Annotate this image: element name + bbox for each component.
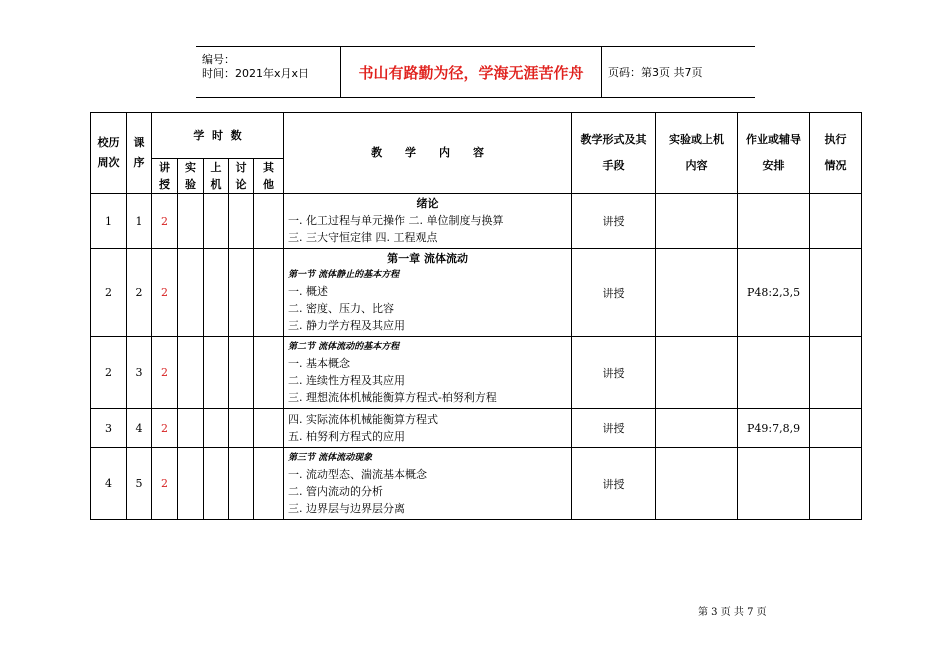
cell-lecture-hours: 2 — [152, 409, 178, 448]
cell-form: 讲授 — [572, 194, 656, 249]
content-line: 四. 实际流体机械能衡算方程式 — [288, 413, 439, 426]
subheader-lecture: 讲授 — [152, 159, 178, 194]
cell-lecture-hours: 2 — [152, 337, 178, 409]
cell-content — [284, 448, 572, 520]
cell-lecture-hours: 2 — [152, 249, 178, 337]
content-section: 第二节 流体流动的基本方程 — [288, 342, 400, 352]
cell-form: 讲授 — [572, 249, 656, 337]
subheader-computer: 上机 — [204, 159, 229, 194]
cell-lesson: 4 — [127, 409, 152, 448]
cell-week: 1 — [91, 194, 127, 249]
content-line: 三. 理想流体机械能衡算方程式-柏努利方程 — [288, 391, 497, 404]
cell-week: 3 — [91, 409, 127, 448]
cell-lecture-hours: 2 — [152, 194, 178, 249]
header-meta — [196, 47, 341, 97]
cell-week: 2 — [91, 337, 127, 409]
content-line: 一. 流动型态、湍流基本概念 — [288, 468, 428, 481]
cell-homework — [738, 448, 810, 520]
cell-content — [284, 337, 572, 409]
table-row — [91, 194, 862, 249]
cell-homework: P49:7,8,9 — [738, 409, 810, 448]
subheader-experiment: 实验 — [178, 159, 204, 194]
cell-content — [284, 194, 572, 249]
cell-lesson: 1 — [127, 194, 152, 249]
page-indicator: 页码：第3页 共7页 — [608, 66, 703, 79]
content-section: 第一节 流体静止的基本方程 — [288, 270, 400, 280]
cell-form: 讲授 — [572, 337, 656, 409]
content-line: 二. 密度、压力、比容 — [288, 302, 395, 315]
time-label: 时间：2021年x月x日 — [202, 67, 310, 80]
cell-homework — [738, 194, 810, 249]
content-line: 二. 管内流动的分析 — [288, 485, 384, 498]
header-lesson: 课序 — [127, 113, 152, 194]
cell-lesson: 5 — [127, 448, 152, 520]
cell-homework — [738, 337, 810, 409]
content-line: 一. 概述 — [288, 285, 329, 298]
header-week: 校历周次 — [91, 113, 127, 194]
number-label: 编号： — [202, 53, 235, 66]
subheader-discussion: 讨论 — [229, 159, 254, 194]
table-row — [91, 249, 862, 337]
teaching-schedule-table — [90, 112, 862, 520]
content-title: 绪论 — [416, 197, 439, 210]
page-header — [196, 46, 755, 98]
cell-week: 4 — [91, 448, 127, 520]
content-line: 三. 边界层与边界层分离 — [288, 502, 406, 515]
content-section: 第三节 流体流动现象 — [288, 453, 373, 463]
header-execution: 执行情况 — [810, 113, 862, 194]
table-row — [91, 448, 862, 520]
cell-form: 讲授 — [572, 448, 656, 520]
header-homework: 作业或辅导安排 — [738, 113, 810, 194]
cell-content — [284, 249, 572, 337]
cell-lecture-hours: 2 — [152, 448, 178, 520]
content-line: 三. 静力学方程及其应用 — [288, 319, 406, 332]
cell-lesson: 3 — [127, 337, 152, 409]
content-line: 五. 柏努利方程式的应用 — [288, 430, 406, 443]
subheader-other: 其他 — [254, 159, 284, 194]
content-line: 一. 基本概念 — [288, 357, 351, 370]
table-row — [91, 337, 862, 409]
header-lab: 实验或上机内容 — [656, 113, 738, 194]
cell-content — [284, 409, 572, 448]
content-title: 第一章 流体流动 — [387, 252, 468, 265]
page-footer: 第 3 页 共 7 页 — [698, 607, 767, 618]
content-line: 三. 三大守恒定律 四. 工程观点 — [288, 231, 438, 244]
header-hours: 学 时 数 — [152, 113, 284, 159]
header-form: 教学形式及其手段 — [572, 113, 656, 194]
cell-week: 2 — [91, 249, 127, 337]
content-line: 一. 化工过程与单元操作 二. 单位制度与换算 — [288, 214, 504, 227]
cell-lesson: 2 — [127, 249, 152, 337]
motto: 书山有路勤为径，学海无涯苦作舟 — [341, 47, 602, 97]
cell-form: 讲授 — [572, 409, 656, 448]
header-content: 教 学 内 容 — [284, 113, 572, 194]
cell-homework: P48:2,3,5 — [738, 249, 810, 337]
table-row — [91, 409, 862, 448]
content-line: 二. 连续性方程及其应用 — [288, 374, 406, 387]
